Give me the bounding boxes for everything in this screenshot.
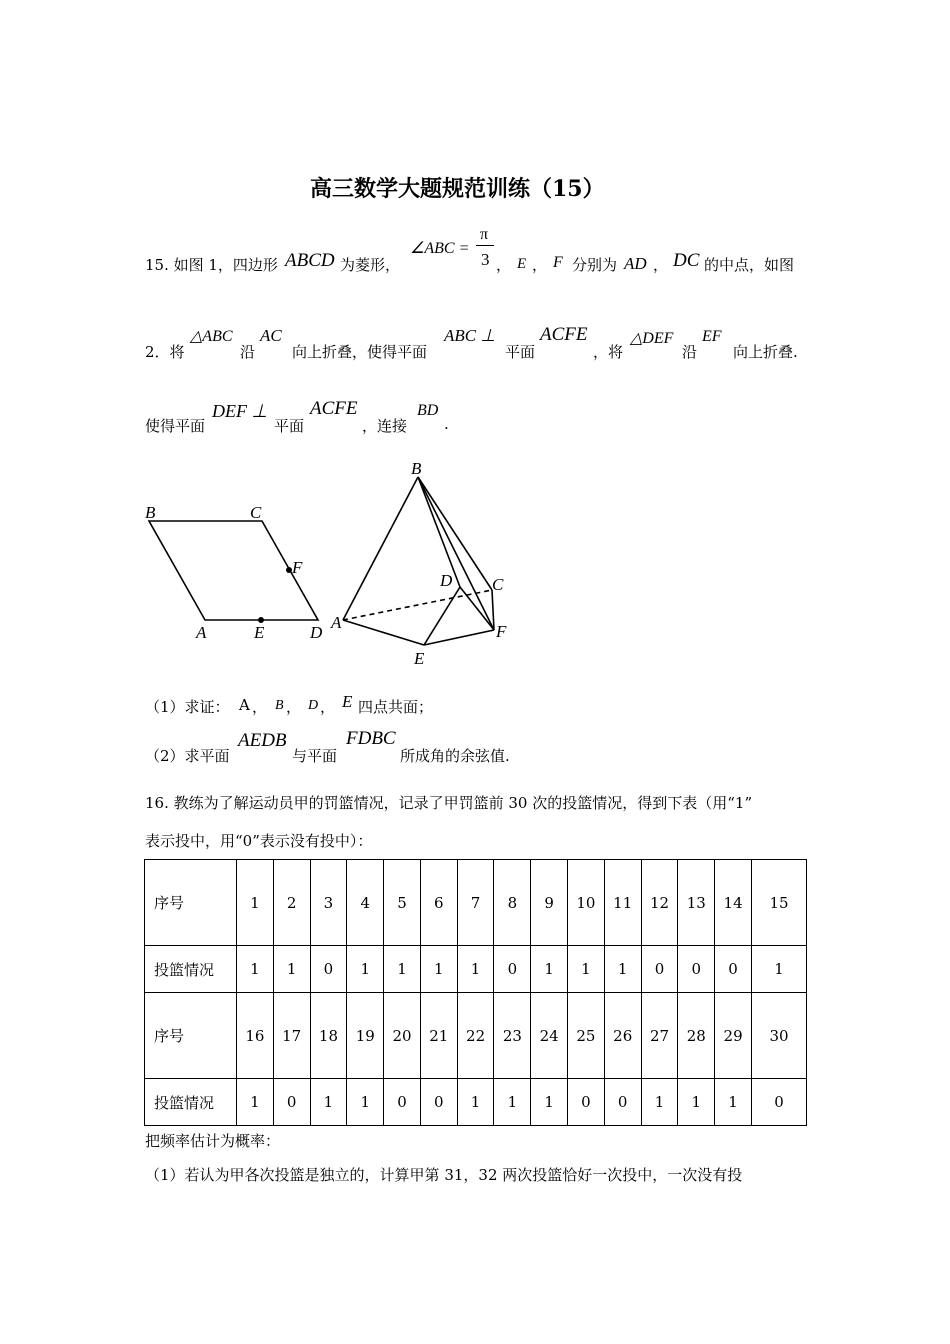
table-cell: 4 [347,860,384,946]
table-cell: 0 [715,946,752,993]
q15-text: 向上折叠，使得平面 [292,343,428,361]
comma: ， [320,698,336,716]
q15-text: ， [532,256,548,274]
label-a: A [331,613,342,632]
q16-line-2: 表示投中，用“0”表示没有投中）： [145,832,373,850]
table-cell: 2 [273,860,310,946]
q16-line-1: 16. 教练为了解运动员甲的罚篮情况，记录了甲罚篮前 30 次的投篮情况，得到下表（用“1” [145,794,753,812]
math-fdbc: FDBC [346,728,396,749]
label-a: A [196,623,207,642]
row-label: 投篮情况 [145,1079,237,1126]
table-cell: 1 [715,1079,752,1126]
q15-text: . [444,415,449,433]
q15-text: ， [653,256,669,274]
table-cell: 9 [531,860,568,946]
table-cell: 24 [531,993,568,1079]
table-cell: 1 [347,1079,384,1126]
page-title: 高三数学大题规范训练（15） [310,176,605,202]
label-c: C [492,575,504,594]
table-cell: 15 [752,860,807,946]
table-cell: 1 [237,946,274,993]
q15-text: 沿 [240,343,256,361]
q15-text: 向上折叠. [733,343,798,361]
table-cell: 12 [641,860,678,946]
part-label: （2）求平面 [145,747,230,765]
table-cell: 0 [752,1079,807,1126]
row-label: 投篮情况 [145,946,237,993]
edge-ae [343,620,424,645]
edge-ef [424,630,494,645]
table-cell: 1 [273,946,310,993]
table-cell: 1 [604,946,641,993]
math-f: F [553,254,563,271]
q15-text: 为菱形， [340,256,401,274]
table-cell: 1 [347,946,384,993]
label-f: F [496,622,507,641]
math-d: D [308,698,319,713]
math-tri-abc: △ABC [190,328,233,345]
table-cell: 10 [568,860,605,946]
q15-text: ， [496,256,512,274]
table-cell: 1 [568,946,605,993]
q15-text: 分别为 [572,256,618,274]
table-cell: 1 [678,1079,715,1126]
part-text: 四点共面； [358,698,434,716]
q15-text: ，将 [593,343,624,361]
table-cell: 30 [752,993,807,1079]
table-cell: 0 [604,1079,641,1126]
q15-text: ，连接 [362,417,408,435]
table-cell: 3 [310,860,347,946]
table-cell: 1 [641,1079,678,1126]
edge-cf [492,590,494,630]
edge-de [424,587,460,645]
table-cell: 0 [568,1079,605,1126]
table-cell: 1 [384,946,421,993]
table-cell: 1 [237,860,274,946]
table-cell: 7 [457,860,494,946]
label-e: E [254,623,265,642]
fraction-bar [476,245,494,246]
table-cell: 21 [420,993,457,1079]
q16-after-table: 把频率估计为概率： [145,1132,281,1150]
table-cell: 19 [347,993,384,1079]
label-f: F [292,558,303,577]
label-b: B [145,503,156,522]
part-text: 所成角的余弦值. [400,747,510,765]
table-cell: 29 [715,993,752,1079]
table-row-seq-2 [145,993,807,1079]
shot-record-table [144,859,807,1126]
q15-text: 的中点，如图 [704,256,795,274]
q15-text: 2．将 [145,343,185,361]
math-tri-def: △DEF [630,330,674,347]
table-cell: 20 [384,993,421,1079]
q15-text: 平面 [505,343,536,361]
figure-2-solid [343,477,494,645]
edge-bf [418,477,494,630]
table-cell: 11 [604,860,641,946]
edge-ac-hidden [343,590,492,620]
math-aedb: AEDB [238,730,287,751]
comma: ， [252,698,268,716]
part-text: 与平面 [292,747,338,765]
table-cell: 0 [310,946,347,993]
math-ef: EF [702,328,722,345]
table-cell: 1 [310,1079,347,1126]
table-cell: 1 [494,1079,531,1126]
label-d: D [310,623,323,642]
table-cell: 0 [384,1079,421,1126]
math-e: E [517,256,527,272]
table-cell: 6 [420,860,457,946]
table-cell: 13 [678,860,715,946]
table-cell: 23 [494,993,531,1079]
math-ac: AC [260,326,282,345]
table-cell: 1 [457,1079,494,1126]
label-e: E [414,649,425,668]
math-bd: BD [417,402,439,419]
q16-part-1: （1）若认为甲各次投篮是独立的，计算甲第 31，32 两次投篮恰好一次投中，一次没有投 [145,1166,743,1184]
table-cell: 0 [273,1079,310,1126]
table-cell: 22 [457,993,494,1079]
math-acfe: ACFE [540,324,588,345]
math-dc: DC [673,250,700,271]
table-cell: 1 [752,946,807,993]
part-label: （1）求证： [145,698,230,716]
label-c: C [250,503,262,522]
table-cell: 8 [494,860,531,946]
label-d: D [440,571,453,590]
row-label: 序号 [145,993,237,1079]
math-e: E [342,692,353,711]
table-cell: 1 [531,946,568,993]
table-cell: 0 [420,1079,457,1126]
table-cell: 17 [273,993,310,1079]
geometry-figures [0,450,560,680]
math-acfe: ACFE [310,398,358,419]
comma: ， [286,698,302,716]
label-b: B [411,459,422,478]
table-row-shot-1 [145,946,807,993]
q15-text: 沿 [682,343,698,361]
table-row-shot-2 [145,1079,807,1126]
table-cell: 28 [678,993,715,1079]
table-row-seq-1 [145,860,807,946]
table-cell: 18 [310,993,347,1079]
q15-text: 平面 [274,417,305,435]
table-cell: 0 [641,946,678,993]
table-cell: 1 [420,946,457,993]
math-a: A [239,696,250,714]
math-pi: π [480,226,489,243]
math-b: B [275,698,284,713]
math-def-perp: DEF ⊥ [212,401,268,421]
table-cell: 26 [604,993,641,1079]
table-cell: 27 [641,993,678,1079]
math-abc-perp: ABC ⊥ [444,326,496,345]
math-ad: AD [624,254,647,273]
table-cell: 14 [715,860,752,946]
edge-ba [343,477,418,620]
q15-text: 15. 如图 1，四边形 [145,256,278,274]
table-cell: 25 [568,993,605,1079]
math-abcd: ABCD [285,250,335,271]
table-cell: 0 [494,946,531,993]
math-3: 3 [481,250,490,269]
table-cell: 1 [237,1079,274,1126]
table-cell: 0 [678,946,715,993]
table-cell: 1 [531,1079,568,1126]
q15-text: 使得平面 [145,417,206,435]
table-cell: 5 [384,860,421,946]
table-cell: 16 [237,993,274,1079]
figure-1-rhombus [145,503,323,642]
math-angle-abc: ∠ABC = [410,240,470,257]
row-label: 序号 [145,860,237,946]
table-cell: 1 [457,946,494,993]
